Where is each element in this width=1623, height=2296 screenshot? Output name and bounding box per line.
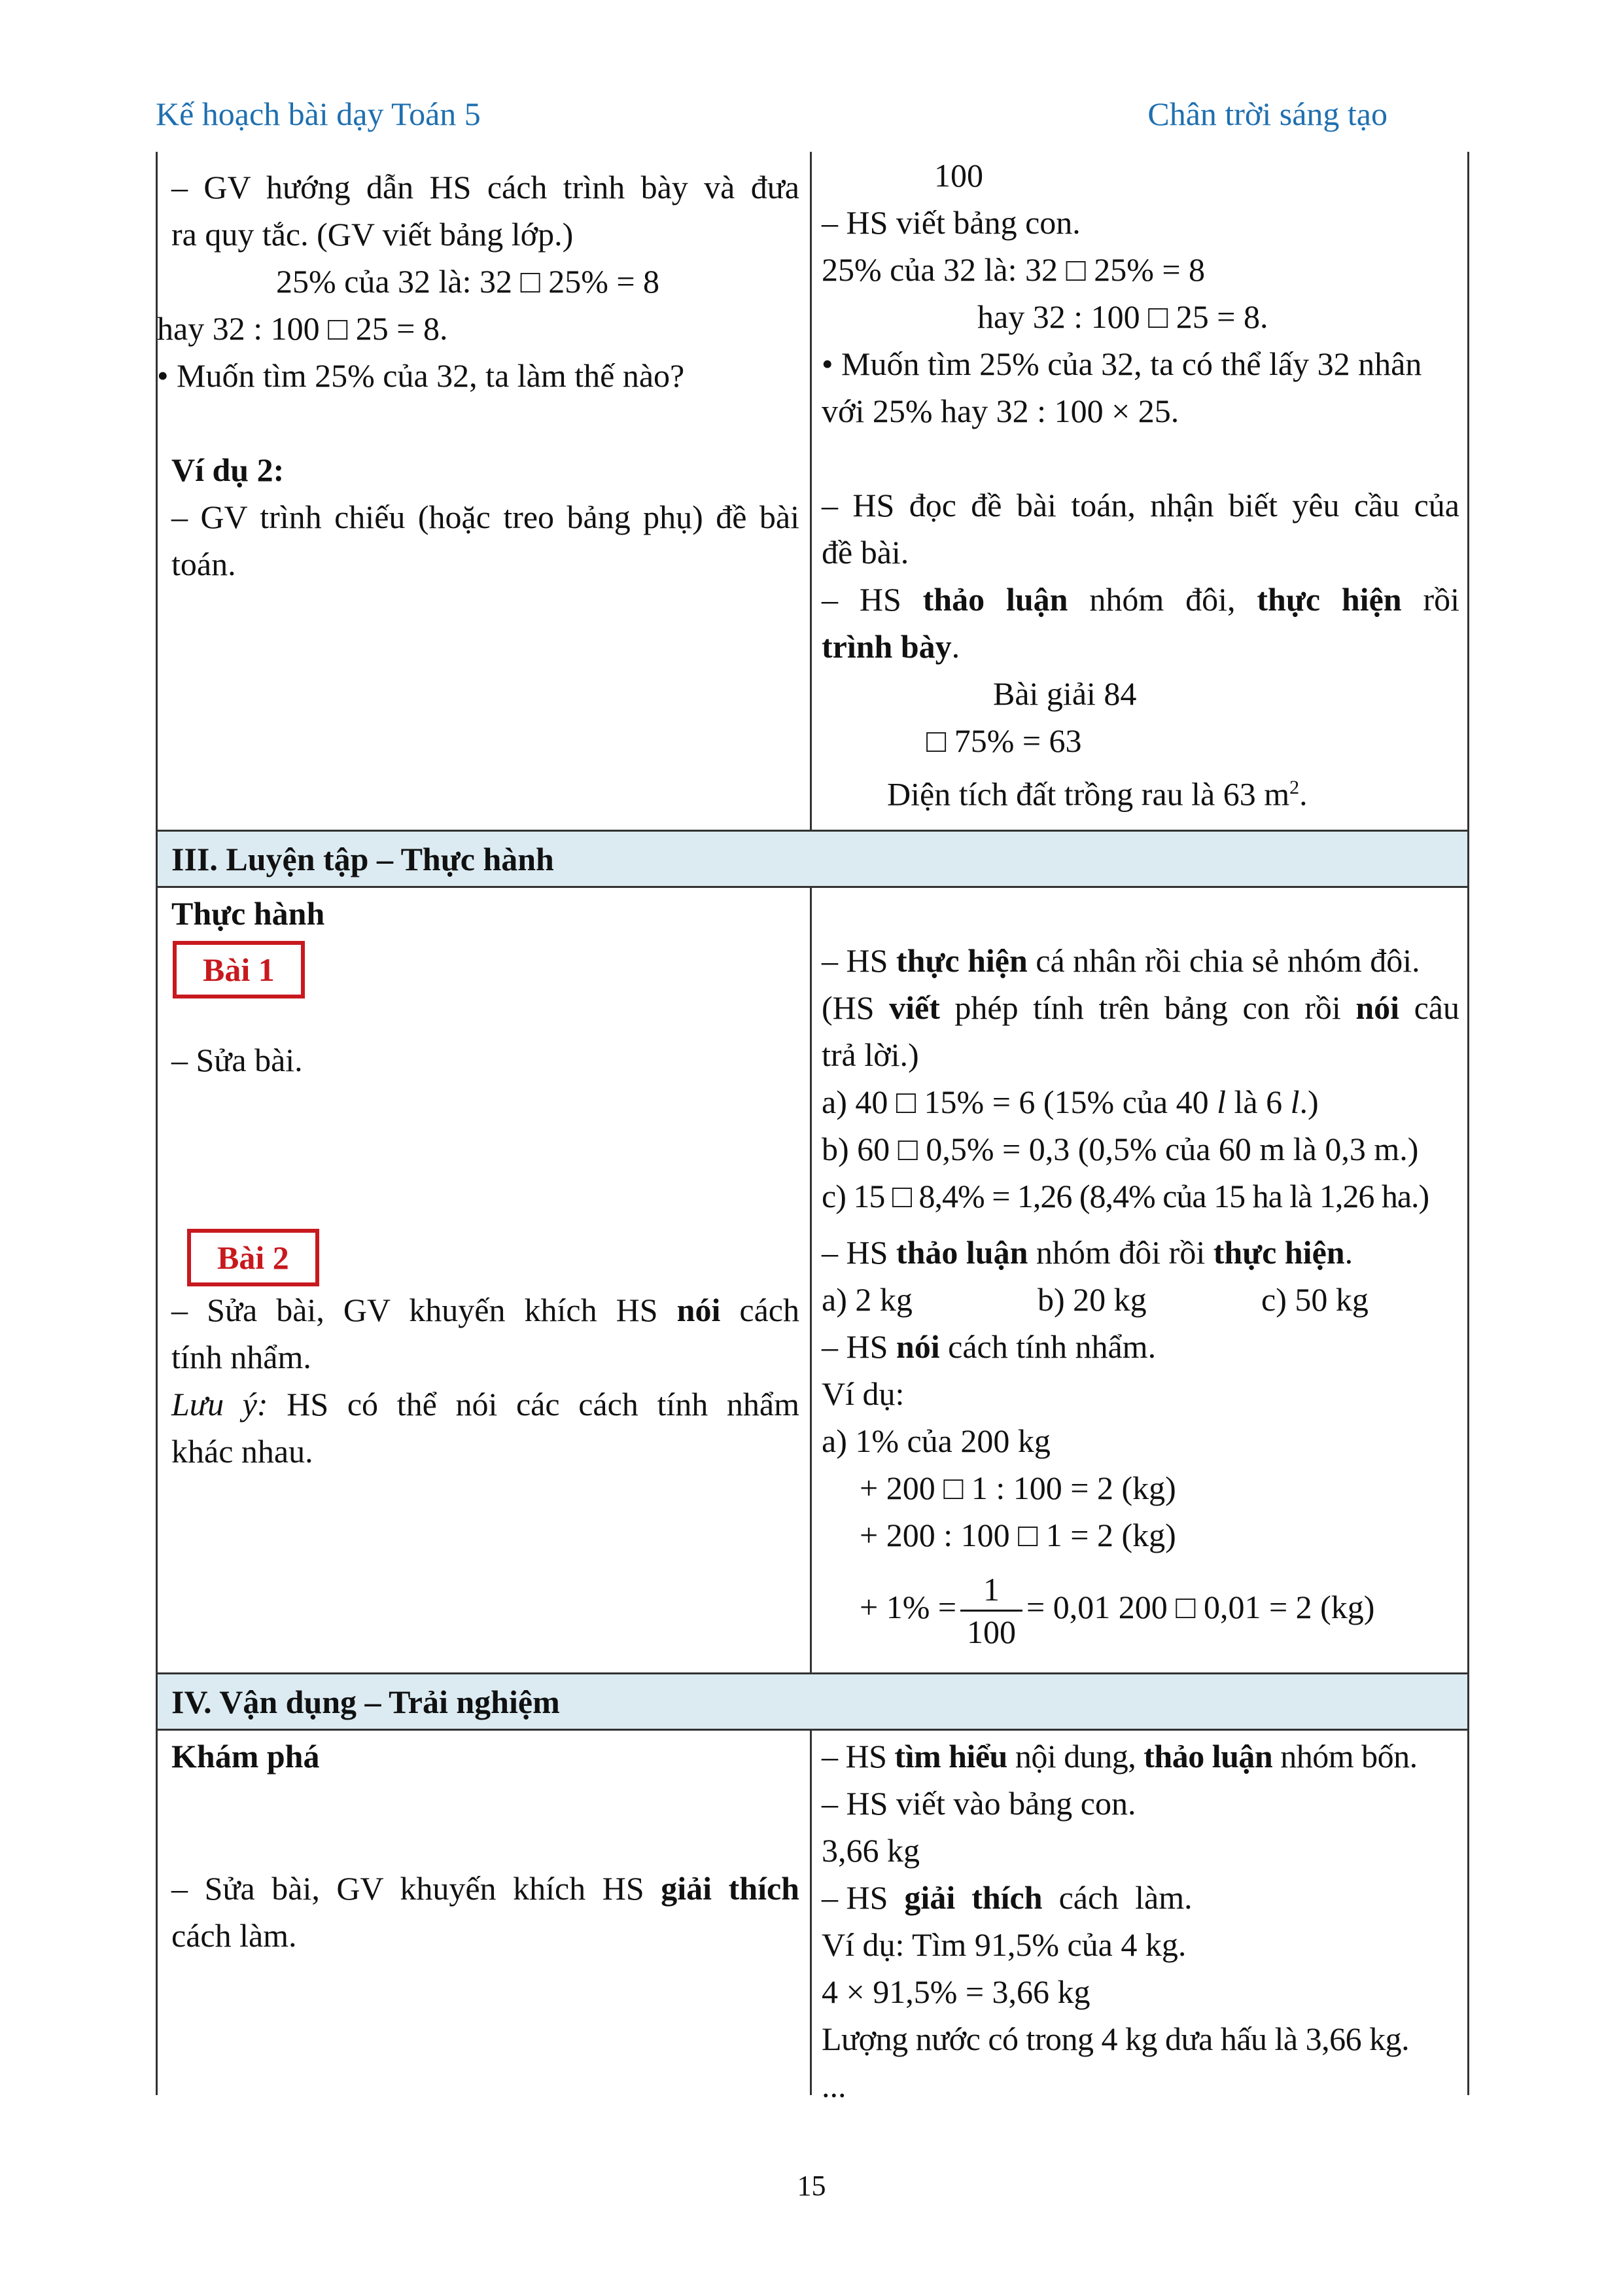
hs-answer: a) 40 □ 15% = 6 (15% của 40 <box>822 1084 1217 1120</box>
hs-calc: + 1% = <box>860 1588 957 1625</box>
fraction-denominator: 100 <box>967 1614 1017 1650</box>
gv-text: khác nhau. <box>171 1433 313 1470</box>
hs-text-bold: thảo luận <box>1143 1738 1273 1775</box>
gv-text: ra quy tắc. (GV viết bảng lớp.) <box>171 216 574 253</box>
gv-note-label: Lưu ý: <box>171 1386 268 1422</box>
hs-text: a) 1% của 200 kg <box>822 1422 1051 1459</box>
solution-answer: Diện tích đất trồng rau là 63 m <box>887 775 1290 813</box>
gv-text: – Sửa bài. <box>171 1042 303 1078</box>
bullet-icon: • <box>822 345 842 382</box>
page-number: 15 <box>797 2170 826 2202</box>
hs-text-bold: thực hiện <box>1213 1234 1345 1271</box>
row-divider <box>156 1729 1469 1731</box>
thuc-hanh-title: Thực hành <box>171 895 325 932</box>
hs-text-bold: thực hiện <box>896 942 1028 979</box>
gv-text-bold: giải thích <box>661 1870 799 1907</box>
section-title-3: III. Luyện tập – Thực hành <box>171 841 554 877</box>
hs-text: – HS <box>822 1328 896 1365</box>
hs-text: cách tính nhẩm. <box>939 1328 1157 1365</box>
hs-calc: = 0,01 200 □ 0,01 = 2 (kg) <box>1026 1588 1375 1625</box>
hs-answer: 3,66 kg <box>822 1832 920 1869</box>
hs-text-bold: thảo luận <box>896 1234 1028 1271</box>
gv-text: cách làm. <box>171 1917 297 1954</box>
gv-block-1 <box>157 164 799 588</box>
vi-du-2-title: Ví dụ 2: <box>171 451 285 488</box>
hs-answer: .) <box>1299 1084 1319 1120</box>
solution-answer: . <box>1299 775 1308 813</box>
solution-step: □ 75% = 63 <box>926 722 1082 759</box>
gv-text: – Sửa bài, GV khuyến khích HS <box>171 1870 661 1907</box>
hs-text: câu <box>1399 989 1459 1026</box>
hs-block-1 <box>822 152 1459 818</box>
hs-text: nhóm đôi, <box>1068 581 1257 618</box>
hs-answer: Lượng nước có trong 4 kg dưa hấu là 3,66 kg. <box>822 2021 1410 2057</box>
hs-text: cá nhân rồi chia sẻ nhóm đôi. <box>1027 942 1420 979</box>
gv-text: – Sửa bài, GV khuyến khích HS <box>171 1292 677 1328</box>
row-divider <box>156 1672 1469 1674</box>
hs-text-bold: giải thích <box>904 1879 1043 1916</box>
gv-question: Muốn tìm 25% của 32, ta làm thế nào? <box>177 357 685 394</box>
hs-text-bold: trình bày <box>822 628 952 665</box>
hs-text-bold: tìm hiểu <box>894 1738 1007 1775</box>
section-title-4: IV. Vận dụng – Trải nghiệm <box>171 1684 560 1720</box>
column-divider <box>810 152 812 831</box>
fraction-numerator: 1 <box>960 1569 1022 1612</box>
hs-fraction-denominator: 100 <box>934 157 983 194</box>
gv-formula: hay 32 : 100 □ 25 = 8. <box>157 310 448 347</box>
hs-text: ... <box>822 2068 846 2104</box>
hs-text-bold: thảo luận <box>922 581 1068 618</box>
column-divider <box>810 887 812 1674</box>
row-divider <box>156 830 1469 832</box>
gv-text-bold: nói <box>676 1292 721 1328</box>
hs-answer: b) 20 kg <box>1038 1281 1147 1318</box>
section-band-4 <box>156 1674 1469 1730</box>
hs-block-3 <box>822 937 1459 1652</box>
fraction <box>960 1569 1022 1652</box>
hs-text: . <box>951 628 960 665</box>
hs-text-bold: thực hiện <box>1257 581 1402 618</box>
gv-text: toán. <box>171 546 236 582</box>
column-divider <box>810 1730 812 2095</box>
hs-text: – HS <box>822 942 896 979</box>
hs-formula: hay 32 : 100 □ 25 = 8. <box>977 298 1268 335</box>
header-left: Kế hoạch bài dạy Toán 5 <box>156 96 481 132</box>
unit-liter: l <box>1217 1084 1226 1120</box>
hs-text: rồi <box>1401 581 1459 618</box>
hs-text-bold: viết <box>889 989 940 1026</box>
lesson-table <box>156 152 1469 2104</box>
hs-answer: là 6 <box>1225 1084 1291 1120</box>
gv-block-4 <box>171 1733 799 1959</box>
hs-text: – HS viết bảng con. <box>822 204 1081 241</box>
hs-answer: Muốn tìm 25% của 32, ta có thể lấy 32 nhân <box>841 345 1422 382</box>
bullet-icon: • <box>157 357 177 394</box>
table-border-right <box>1467 152 1469 2095</box>
kham-pha-title: Khám phá <box>171 1738 320 1775</box>
gv-block-3 <box>171 890 799 1475</box>
hs-text: – HS <box>822 581 923 618</box>
unit-liter: l <box>1290 1084 1300 1120</box>
hs-text-bold: nói <box>1355 989 1400 1026</box>
hs-calc: + 200 : 100 □ 1 = 2 (kg) <box>860 1517 1176 1553</box>
row-divider <box>156 886 1469 888</box>
hs-calc: 4 × 91,5% = 3,66 kg <box>822 1973 1091 2010</box>
hs-answer: b) 60 □ 0,5% = 0,3 (0,5% của 60 m là 0,3 m.) <box>822 1131 1419 1167</box>
hs-text: (HS <box>822 989 890 1026</box>
gv-formula: 25% của 32 là: 32 □ 25% = 8 <box>276 263 660 300</box>
gv-text: – GV trình chiếu (hoặc treo bảng phụ) đề bài <box>171 499 799 535</box>
hs-text: cách làm. <box>1042 1879 1193 1916</box>
hs-answer: a) 2 kg <box>822 1281 913 1318</box>
table-border-left <box>156 152 158 2095</box>
hs-text: – HS <box>822 1879 905 1916</box>
hs-block-4 <box>822 1733 1459 2110</box>
hs-calc: + 200 □ 1 : 100 = 2 (kg) <box>860 1470 1176 1506</box>
hs-text: . <box>1344 1234 1353 1271</box>
hs-text: – HS <box>822 1738 895 1775</box>
hs-text: Ví dụ: <box>822 1375 905 1412</box>
superscript: 2 <box>1289 777 1300 798</box>
hs-text-bold: nói <box>896 1328 940 1365</box>
hs-text: – HS viết vào bảng con. <box>822 1785 1136 1822</box>
hs-formula: 25% của 32 là: 32 □ 25% = 8 <box>822 251 1206 288</box>
solution-title: Bài giải 84 <box>993 675 1137 712</box>
hs-answer: với 25% hay 32 : 100 × 25. <box>822 393 1179 429</box>
hs-text: – HS đọc đề bài toán, nhận biết yêu cầu của <box>822 487 1459 523</box>
hs-text: đề bài. <box>822 534 909 571</box>
hs-text: trả lời.) <box>822 1036 919 1073</box>
gv-text: – GV hướng dẫn HS cách trình bày và đưa <box>171 169 799 205</box>
header-right: Chân trời sáng tạo <box>1147 96 1387 132</box>
gv-text: HS có thể nói các cách tính nhẩm <box>268 1386 800 1422</box>
hs-text: nhóm đôi rồi <box>1028 1234 1213 1271</box>
hs-text: – HS <box>822 1234 896 1271</box>
hs-text: nội dung, <box>1007 1738 1144 1775</box>
section-band-3 <box>156 831 1469 887</box>
gv-text: tính nhẩm. <box>171 1339 311 1375</box>
hs-text: Ví dụ: Tìm 91,5% của 4 kg. <box>822 1926 1187 1963</box>
hs-text: phép tính trên bảng con rồi <box>939 989 1356 1026</box>
hs-answer: c) 15 □ 8,4% = 1,26 (8,4% của 15 ha là 1,26 ha.) <box>822 1178 1429 1214</box>
hs-answer: c) 50 kg <box>1261 1281 1369 1318</box>
gv-text: cách <box>720 1292 799 1328</box>
hs-text: nhóm bốn. <box>1272 1738 1418 1775</box>
bai-1-badge: Bài 1 <box>173 941 305 998</box>
bai-2-badge: Bài 2 <box>187 1229 319 1286</box>
